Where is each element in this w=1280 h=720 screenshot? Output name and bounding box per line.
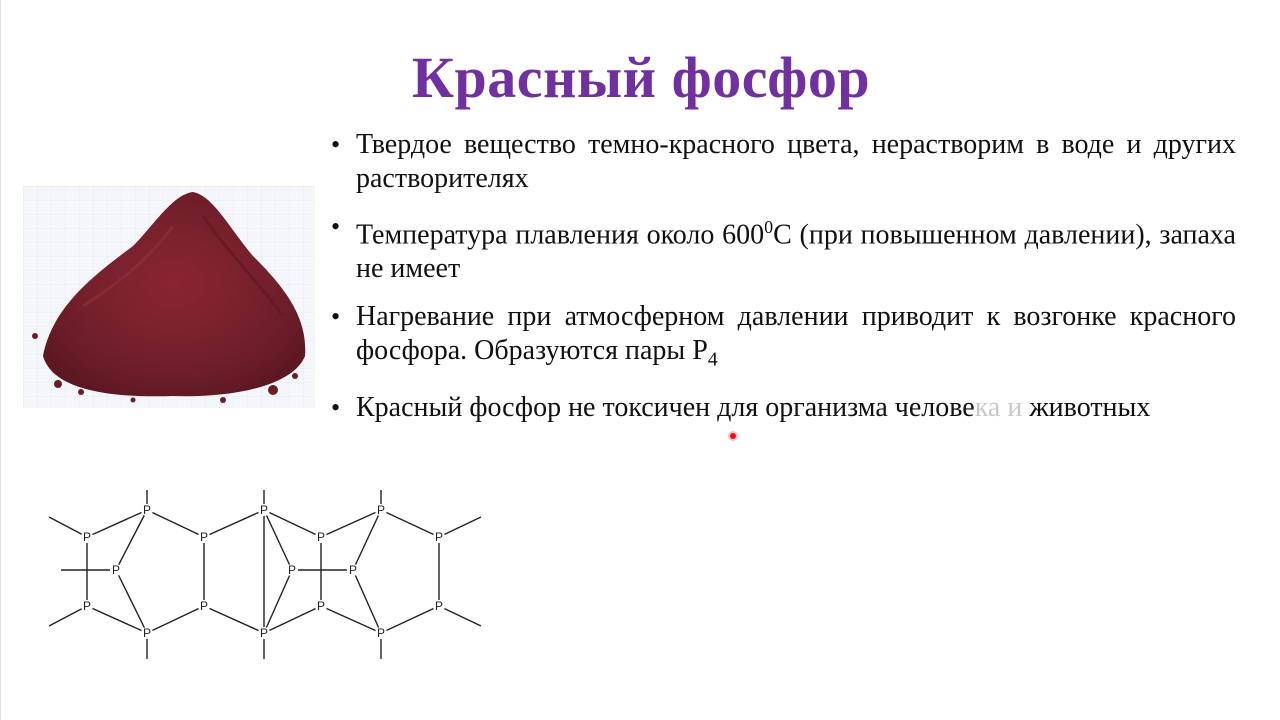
bond-line [353, 570, 381, 633]
bond-line [116, 510, 147, 570]
laser-pointer [730, 433, 736, 439]
bond-line [264, 570, 292, 633]
atom-label: P [287, 563, 297, 577]
bullet-marker: • [331, 212, 341, 241]
superscript: 0 [764, 217, 774, 237]
bond-line [439, 606, 481, 626]
atom-label: P [142, 626, 152, 640]
atoms [81, 503, 445, 640]
bullet-marker: • [331, 392, 341, 422]
bullet-text-continued: С (при повышенном давлении), запаха не имеет [356, 219, 1236, 285]
atom-label: P [348, 563, 358, 577]
bond-line [147, 510, 204, 537]
subscript: 4 [707, 348, 718, 371]
atom-label: P [376, 503, 386, 517]
powder-image [23, 186, 315, 408]
bullet-text-tail: животных [1029, 391, 1151, 423]
atom-label: P [111, 563, 121, 577]
atom-label: P [316, 530, 326, 544]
bond-line [204, 606, 264, 633]
atom-label: P [259, 626, 269, 640]
bond-line [147, 606, 204, 633]
bullet-text-faded: ка и [974, 391, 1023, 423]
bond-line [264, 510, 292, 570]
bond-line [264, 510, 321, 537]
atom-label: P [434, 599, 444, 613]
bond-line [353, 510, 381, 570]
atom-label: P [376, 626, 386, 640]
bullet-marker: • [331, 302, 341, 332]
bond-line [87, 606, 147, 633]
bullet-text: Твердое вещество темно-красного цвета, нерастворим в воде и других растворителях [356, 129, 1236, 194]
bullet-item [331, 210, 1236, 286]
slide-title: Красный фосфор [411, 45, 871, 110]
bullet-item [331, 391, 1236, 425]
atom-label: P [434, 530, 444, 544]
bond-line [321, 606, 381, 633]
bullet-text: Температура плавления около 600 [356, 219, 765, 251]
bond-line [49, 517, 87, 537]
bullet-item [331, 300, 1236, 377]
bond-line [264, 606, 321, 633]
bond-line [116, 570, 147, 633]
bond-line [87, 510, 147, 537]
bond-line [321, 510, 381, 537]
bond-line [204, 510, 264, 537]
atom-label: P [199, 530, 209, 544]
bullet-marker: • [331, 130, 341, 159]
atom-label: P [199, 599, 209, 613]
bond-line [381, 606, 439, 633]
bullet-text: Нагревание при атмосферном давлении приводит к возгонке красного фосфора. Образуются пары Р [356, 301, 1236, 367]
structure-diagram [41, 484, 491, 669]
bullet-list [331, 128, 1236, 439]
bond-line [49, 606, 87, 626]
bullet-text: Красный фосфор не токсичен для организма челове [356, 391, 975, 423]
atom-label: P [142, 503, 152, 517]
bond-line [439, 517, 481, 537]
bullet-item [331, 128, 1236, 196]
atom-label: P [259, 503, 269, 517]
bond-line [381, 510, 439, 537]
atom-label: P [82, 599, 92, 613]
atom-label: P [316, 599, 326, 613]
atom-label: P [82, 530, 92, 544]
